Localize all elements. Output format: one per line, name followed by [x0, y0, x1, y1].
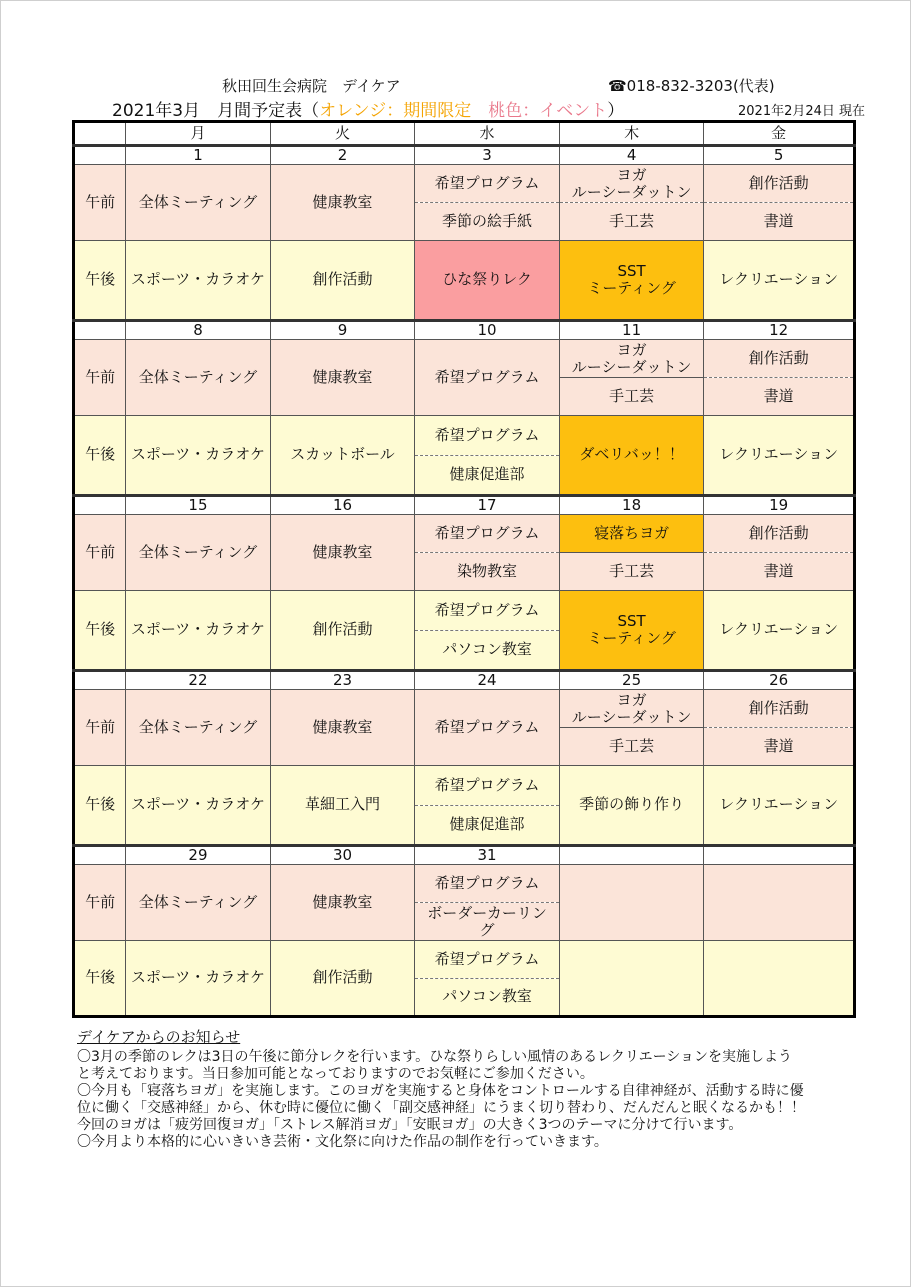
notice-line: 今回のヨガは「疲労回復ヨガ」「ストレス解消ヨガ」「安眠ヨガ」の大きく3つのテーマに分けて行います。	[77, 1117, 743, 1133]
legend-sep	[471, 101, 488, 121]
date-cell-blank	[74, 496, 126, 515]
am-label: 午前	[74, 165, 126, 241]
date-cell-blank	[74, 846, 126, 865]
event-cell: 創作活動	[270, 591, 415, 671]
event-cell: 健康教室	[270, 340, 415, 416]
event-cell-limited: SST ミーティング	[559, 591, 704, 671]
event-cell: 全体ミーティング	[126, 865, 271, 941]
notice-line: 〇今月より本格的に心いきいき芸術・文化祭に向けた作品の制作を行っていきます。	[77, 1134, 608, 1150]
pm-row	[74, 416, 855, 456]
event-cell: 希望プログラム	[415, 416, 560, 456]
am-label: 午前	[74, 340, 126, 416]
event-cell: 全体ミーティング	[126, 165, 271, 241]
date-cell-blank	[74, 146, 126, 165]
event-cell: 手工芸	[559, 378, 704, 416]
event-cell: 創作活動	[704, 515, 855, 553]
am-row	[74, 165, 855, 203]
notice-line: 〇今月も「寝落ちヨガ」を実施します。このヨガを実施すると身体をコントロールする自律神経が、活動する時に優	[77, 1083, 804, 1099]
event-cell: スカットボール	[270, 416, 415, 496]
event-cell: スポーツ・カラオケ	[126, 941, 271, 1017]
event-cell: ヨガ ルーシーダットン	[559, 340, 704, 378]
date-cell-blank	[74, 671, 126, 690]
event-cell: 創作活動	[270, 941, 415, 1017]
event-cell: 書道	[704, 378, 855, 416]
event-cell: 季節の飾り作り	[559, 766, 704, 846]
date-cell: 26	[704, 671, 855, 690]
event-cell: 革細工入門	[270, 766, 415, 846]
empty-cell	[704, 941, 855, 1017]
event-cell: レクリエーション	[704, 241, 855, 321]
event-cell: 健康教室	[270, 690, 415, 766]
weekday-header-row	[74, 122, 855, 146]
am-row	[74, 865, 855, 903]
event-cell: 健康教室	[270, 165, 415, 241]
date-cell: 17	[415, 496, 560, 515]
date-cell: 16	[270, 496, 415, 515]
notice-title: デイケアからのお知らせ	[77, 1028, 241, 1046]
pm-row	[74, 241, 855, 321]
event-cell: 希望プログラム	[415, 515, 560, 553]
empty-cell	[704, 865, 855, 941]
event-cell: 健康教室	[270, 515, 415, 591]
event-cell: 健康教室	[270, 865, 415, 941]
pm-row	[74, 766, 855, 806]
weekday-thu: 木	[559, 122, 704, 146]
clinic-name: 秋田回生会病院 デイケア	[222, 77, 401, 95]
title-main: 2021年3月 月間予定表	[112, 101, 303, 121]
am-label: 午前	[74, 515, 126, 591]
event-cell: スポーツ・カラオケ	[126, 591, 271, 671]
event-cell: ヨガ ルーシーダットン	[559, 165, 704, 203]
pm-label: 午後	[74, 766, 126, 846]
pm-label: 午後	[74, 416, 126, 496]
date-cell-blank	[74, 321, 126, 340]
event-cell: 書道	[704, 728, 855, 766]
event-cell: レクリエーション	[704, 766, 855, 846]
event-cell: 希望プログラム	[415, 591, 560, 631]
date-cell: 30	[270, 846, 415, 865]
date-cell: 29	[126, 846, 271, 865]
event-cell-event: ひな祭りレク	[415, 241, 560, 321]
event-cell-limited: SST ミーティング	[559, 241, 704, 321]
event-cell: 書道	[704, 203, 855, 241]
event-cell: 希望プログラム	[415, 340, 560, 416]
pm-label: 午後	[74, 591, 126, 671]
weekday-wed: 水	[415, 122, 560, 146]
date-cell: 18	[559, 496, 704, 515]
pm-row	[74, 591, 855, 631]
legend-pink: 桃色：イベント	[488, 101, 608, 121]
event-cell: ヨガ ルーシーダットン	[559, 690, 704, 728]
weekday-tue: 火	[270, 122, 415, 146]
date-cell: 22	[126, 671, 271, 690]
date-cell: 31	[415, 846, 560, 865]
date-cell: 5	[704, 146, 855, 165]
event-cell: 染物教室	[415, 553, 560, 591]
date-cell: 8	[126, 321, 271, 340]
phone-number: ☎018-832-3203(代表)	[608, 77, 775, 95]
legend-orange: オレンジ：期間限定	[319, 101, 472, 121]
am-label: 午前	[74, 865, 126, 941]
date-row	[74, 146, 855, 165]
event-cell: 希望プログラム	[415, 690, 560, 766]
date-cell: 3	[415, 146, 560, 165]
date-row	[74, 496, 855, 515]
date-cell: 23	[270, 671, 415, 690]
event-cell: パソコン教室	[415, 979, 560, 1017]
date-cell	[704, 846, 855, 865]
am-row	[74, 515, 855, 553]
event-cell: レクリエーション	[704, 591, 855, 671]
event-cell: 希望プログラム	[415, 941, 560, 979]
empty-cell	[559, 941, 704, 1017]
event-cell: 全体ミーティング	[126, 690, 271, 766]
event-cell: ボーダーカーリン グ	[415, 903, 560, 941]
event-cell: スポーツ・カラオケ	[126, 416, 271, 496]
date-cell: 10	[415, 321, 560, 340]
legend-open: （	[302, 101, 320, 121]
corner-cell	[74, 122, 126, 146]
event-cell-limited: 寝落ちヨガ	[559, 515, 704, 553]
event-cell: 健康促進部	[415, 456, 560, 496]
date-cell: 12	[704, 321, 855, 340]
am-label: 午前	[74, 690, 126, 766]
event-cell-limited: ダベリバッ！！	[559, 416, 704, 496]
event-cell: 書道	[704, 553, 855, 591]
date-cell: 4	[559, 146, 704, 165]
notice-line: 位に働く「交感神経」から、休む時に優位に働く「副交感神経」にうまく切り替わり、だんだんと眠くなるかも！！	[77, 1100, 805, 1116]
event-cell: 手工芸	[559, 203, 704, 241]
event-cell: レクリエーション	[704, 416, 855, 496]
date-cell: 15	[126, 496, 271, 515]
am-row	[74, 340, 855, 378]
event-cell: 手工芸	[559, 553, 704, 591]
date-cell: 11	[559, 321, 704, 340]
event-cell: 希望プログラム	[415, 865, 560, 903]
event-cell: 手工芸	[559, 728, 704, 766]
date-cell: 9	[270, 321, 415, 340]
date-cell: 2	[270, 146, 415, 165]
event-cell: 健康促進部	[415, 806, 560, 846]
date-row	[74, 321, 855, 340]
pm-label: 午後	[74, 241, 126, 321]
event-cell: 希望プログラム	[415, 165, 560, 203]
event-cell: 全体ミーティング	[126, 340, 271, 416]
weekday-fri: 金	[704, 122, 855, 146]
notice-line: 〇3月の季節のレクは3日の午後に節分レクを行います。ひな祭りらしい風情のあるレクリエーションを実施しよう	[77, 1049, 793, 1065]
am-row	[74, 690, 855, 728]
date-cell: 25	[559, 671, 704, 690]
event-cell: 季節の絵手紙	[415, 203, 560, 241]
event-cell: 創作活動	[270, 241, 415, 321]
empty-cell	[559, 865, 704, 941]
calendar-table	[72, 120, 856, 1018]
pm-row	[74, 941, 855, 979]
date-row	[74, 846, 855, 865]
event-cell: 全体ミーティング	[126, 515, 271, 591]
notice-line: と考えております。当日参加可能となっておりますのでお気軽にご参加ください。	[77, 1066, 594, 1082]
event-cell: 創作活動	[704, 165, 855, 203]
date-row	[74, 671, 855, 690]
as-of-date: 2021年2月24日 現在	[738, 104, 866, 119]
event-cell: 希望プログラム	[415, 766, 560, 806]
event-cell: パソコン教室	[415, 631, 560, 671]
weekday-mon: 月	[126, 122, 271, 146]
schedule-title	[112, 96, 624, 121]
pm-label: 午後	[74, 941, 126, 1017]
event-cell: 創作活動	[704, 340, 855, 378]
event-cell: スポーツ・カラオケ	[126, 766, 271, 846]
legend-close: ）	[607, 101, 625, 121]
date-cell: 1	[126, 146, 271, 165]
event-cell: 創作活動	[704, 690, 855, 728]
date-cell	[559, 846, 704, 865]
date-cell: 19	[704, 496, 855, 515]
date-cell: 24	[415, 671, 560, 690]
event-cell: スポーツ・カラオケ	[126, 241, 271, 321]
